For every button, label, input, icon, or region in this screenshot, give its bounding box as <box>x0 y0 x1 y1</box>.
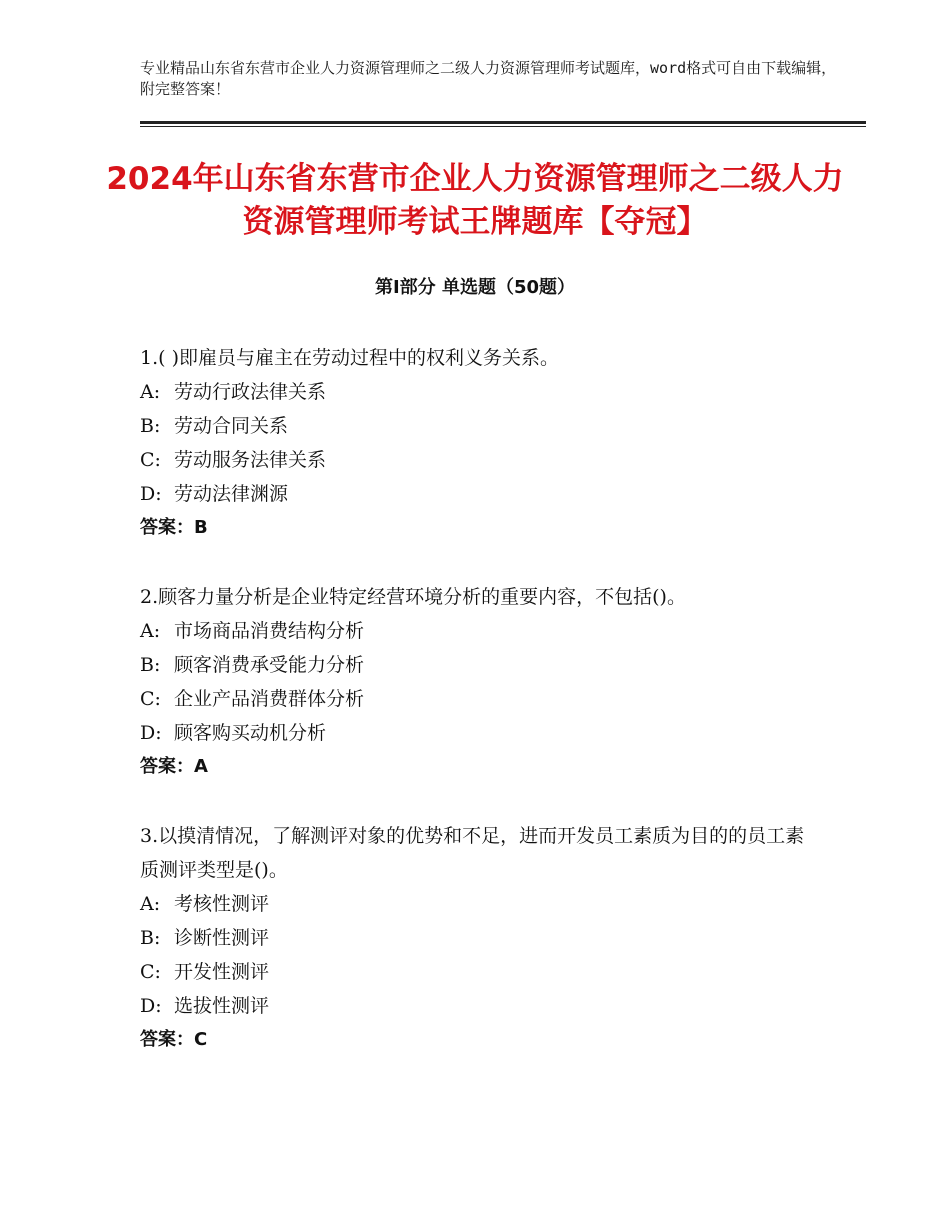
question-2 <box>140 580 820 784</box>
option-c <box>140 443 820 477</box>
question-stem: 2.顾客力量分析是企业特定经营环境分析的重要内容，不包括()。 <box>140 586 686 608</box>
option-letter: D: <box>140 483 162 505</box>
answer-line: 答案：C <box>140 1029 208 1050</box>
question-3 <box>140 819 820 1057</box>
option-letter: D: <box>140 995 162 1017</box>
option-text: 劳动法律渊源 <box>174 483 289 505</box>
option-letter: B: <box>140 927 161 949</box>
option-letter: C: <box>140 961 161 983</box>
option-d <box>140 477 820 511</box>
option-text: 市场商品消费结构分析 <box>174 620 365 642</box>
option-d <box>140 989 820 1023</box>
header-rule-thin <box>140 126 866 127</box>
option-text: 劳动行政法律关系 <box>174 381 327 403</box>
option-letter: B: <box>140 415 161 437</box>
option-letter: D: <box>140 722 162 744</box>
header-rule-thick <box>140 121 866 124</box>
option-b <box>140 921 820 955</box>
option-text: 顾客消费承受能力分析 <box>174 654 365 676</box>
option-letter: B: <box>140 654 161 676</box>
section-title: 第Ⅰ部分 单选题（50题） <box>374 277 575 298</box>
option-text: 劳动合同关系 <box>174 415 289 437</box>
option-letter: C: <box>140 449 161 471</box>
option-text: 劳动服务法律关系 <box>174 449 327 471</box>
option-text: 顾客购买动机分析 <box>174 722 327 744</box>
answer-line: 答案：A <box>140 756 208 777</box>
option-text: 考核性测评 <box>174 893 270 915</box>
option-d <box>140 716 820 750</box>
option-text: 开发性测评 <box>174 961 270 983</box>
question-stem: 1.( )即雇员与雇主在劳动过程中的权利义务关系。 <box>140 347 559 369</box>
option-letter: A: <box>140 893 161 915</box>
option-b <box>140 648 820 682</box>
question-stem: 3.以摸清情况，了解测评对象的优势和不足，进而开发员工素质为目的的员工素质测评类型是()。 <box>140 825 805 881</box>
option-a <box>140 887 820 921</box>
option-c <box>140 955 820 989</box>
option-b <box>140 409 820 443</box>
option-c <box>140 682 820 716</box>
question-1 <box>140 341 820 545</box>
option-letter: A: <box>140 381 161 403</box>
option-text: 选拔性测评 <box>174 995 270 1017</box>
option-text: 诊断性测评 <box>174 927 270 949</box>
answer-line: 答案：B <box>140 517 208 538</box>
header-note: 专业精品山东省东营市企业人力资源管理师之二级人力资源管理师考试题库，word格式可自由下载编辑，附完整答案！ <box>140 59 837 98</box>
option-letter: C: <box>140 688 161 710</box>
option-a <box>140 375 820 409</box>
option-a <box>140 614 820 648</box>
document-title: 2024年山东省东营市企业人力资源管理师之二级人力资源管理师考试王牌题库【夺冠】 <box>106 161 844 240</box>
option-text: 企业产品消费群体分析 <box>174 688 365 710</box>
option-letter: A: <box>140 620 161 642</box>
